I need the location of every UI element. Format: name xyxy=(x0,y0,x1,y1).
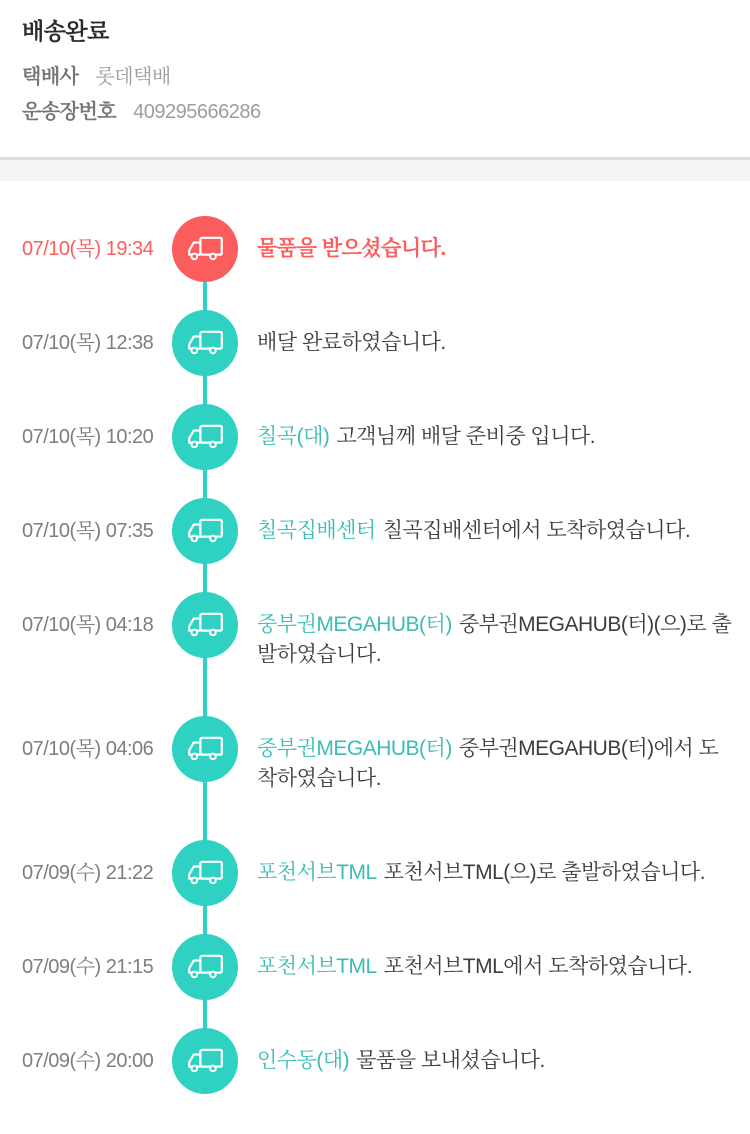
event-status-circle xyxy=(172,310,238,376)
truck-icon xyxy=(185,326,226,360)
event-description xyxy=(238,702,750,826)
event-location: 중부권MEGAHUB(터) xyxy=(257,613,452,636)
event-time: 07/09(수) 21:15 xyxy=(22,956,154,978)
event-text: 중부권MEGAHUB(터)에서 도착하였습니다. xyxy=(257,737,719,790)
event-description xyxy=(238,826,750,920)
event-time: 07/09(수) 20:00 xyxy=(22,1050,154,1072)
event-description xyxy=(238,1014,750,1108)
event-status-circle xyxy=(172,716,238,782)
truck-icon xyxy=(185,732,226,766)
event-description xyxy=(238,578,750,702)
event-text: 고객님께 배달 준비중 입니다. xyxy=(336,425,596,448)
event-status-circle xyxy=(172,216,238,282)
event-text: 물품을 보내셨습니다. xyxy=(356,1049,545,1072)
truck-icon xyxy=(185,1044,226,1078)
truck-icon xyxy=(185,856,226,890)
timeline-connector-column xyxy=(172,826,238,920)
event-description xyxy=(238,296,750,390)
timeline-event-row xyxy=(0,920,750,1014)
timeline-event-row xyxy=(0,202,750,296)
event-text: 물품을 받으셨습니다. xyxy=(257,237,446,260)
timeline-connector-column xyxy=(172,702,238,826)
event-description xyxy=(238,484,750,578)
event-location: 칠곡(대) xyxy=(257,425,330,448)
timeline-connector-column xyxy=(172,390,238,484)
event-text: 포천서브TML에서 도착하였습니다. xyxy=(383,955,693,978)
courier-label: 택배사 xyxy=(22,66,79,88)
timeline-event-row xyxy=(0,484,750,578)
tracking-number-value: 409295666286 xyxy=(133,101,261,123)
courier-row xyxy=(22,65,728,90)
event-text: 배달 완료하였습니다. xyxy=(257,331,446,354)
timeline-event-row xyxy=(0,702,750,826)
event-text: 포천서브TML(으)로 출발하였습니다. xyxy=(383,861,706,884)
event-description xyxy=(238,390,750,484)
truck-icon xyxy=(185,420,226,454)
truck-icon xyxy=(185,514,226,548)
event-location: 중부권MEGAHUB(터) xyxy=(257,737,452,760)
timeline-connector-column xyxy=(172,296,238,390)
event-time: 07/10(목) 10:20 xyxy=(22,426,154,448)
courier-value: 롯데택배 xyxy=(95,66,171,88)
timeline-connector-column xyxy=(172,1014,238,1108)
tracking-header xyxy=(0,0,750,125)
event-time: 07/10(목) 12:38 xyxy=(22,332,154,354)
event-location: 포천서브TML xyxy=(257,955,377,978)
event-description xyxy=(238,202,750,296)
timeline-event-row xyxy=(0,296,750,390)
event-location: 칠곡집배센터 xyxy=(257,519,376,542)
timeline-connector-column xyxy=(172,920,238,1014)
event-status-circle xyxy=(172,404,238,470)
event-status-circle xyxy=(172,840,238,906)
delivery-status-title: 배송완료 xyxy=(22,18,109,44)
section-divider xyxy=(0,157,750,181)
timeline-event-row xyxy=(0,390,750,484)
timeline-event-row xyxy=(0,1014,750,1108)
timeline-event-row xyxy=(0,578,750,702)
tracking-timeline xyxy=(0,181,750,1108)
event-status-circle xyxy=(172,934,238,1000)
event-time: 07/09(수) 21:22 xyxy=(22,862,154,884)
event-time: 07/10(목) 04:06 xyxy=(22,738,154,760)
event-text: 중부권MEGAHUB(터)(으)로 출발하였습니다. xyxy=(257,613,732,666)
timeline-connector-column xyxy=(172,578,238,702)
tracking-number-label: 운송장번호 xyxy=(22,101,117,123)
truck-icon xyxy=(185,950,226,984)
event-text: 칠곡집배센터에서 도착하였습니다. xyxy=(382,519,691,542)
event-status-circle xyxy=(172,592,238,658)
event-description xyxy=(238,920,750,1014)
event-location: 인수동(대) xyxy=(257,1049,350,1072)
truck-icon xyxy=(185,608,226,642)
event-status-circle xyxy=(172,1028,238,1094)
timeline-connector-column xyxy=(172,202,238,296)
event-time: 07/10(목) 07:35 xyxy=(22,520,154,542)
event-time: 07/10(목) 04:18 xyxy=(22,614,154,636)
event-location: 포천서브TML xyxy=(257,861,377,884)
timeline-connector-column xyxy=(172,484,238,578)
event-status-circle xyxy=(172,498,238,564)
timeline-event-row xyxy=(0,826,750,920)
event-time: 07/10(목) 19:34 xyxy=(22,238,154,260)
truck-icon xyxy=(185,232,226,266)
tracking-number-row xyxy=(22,100,728,125)
